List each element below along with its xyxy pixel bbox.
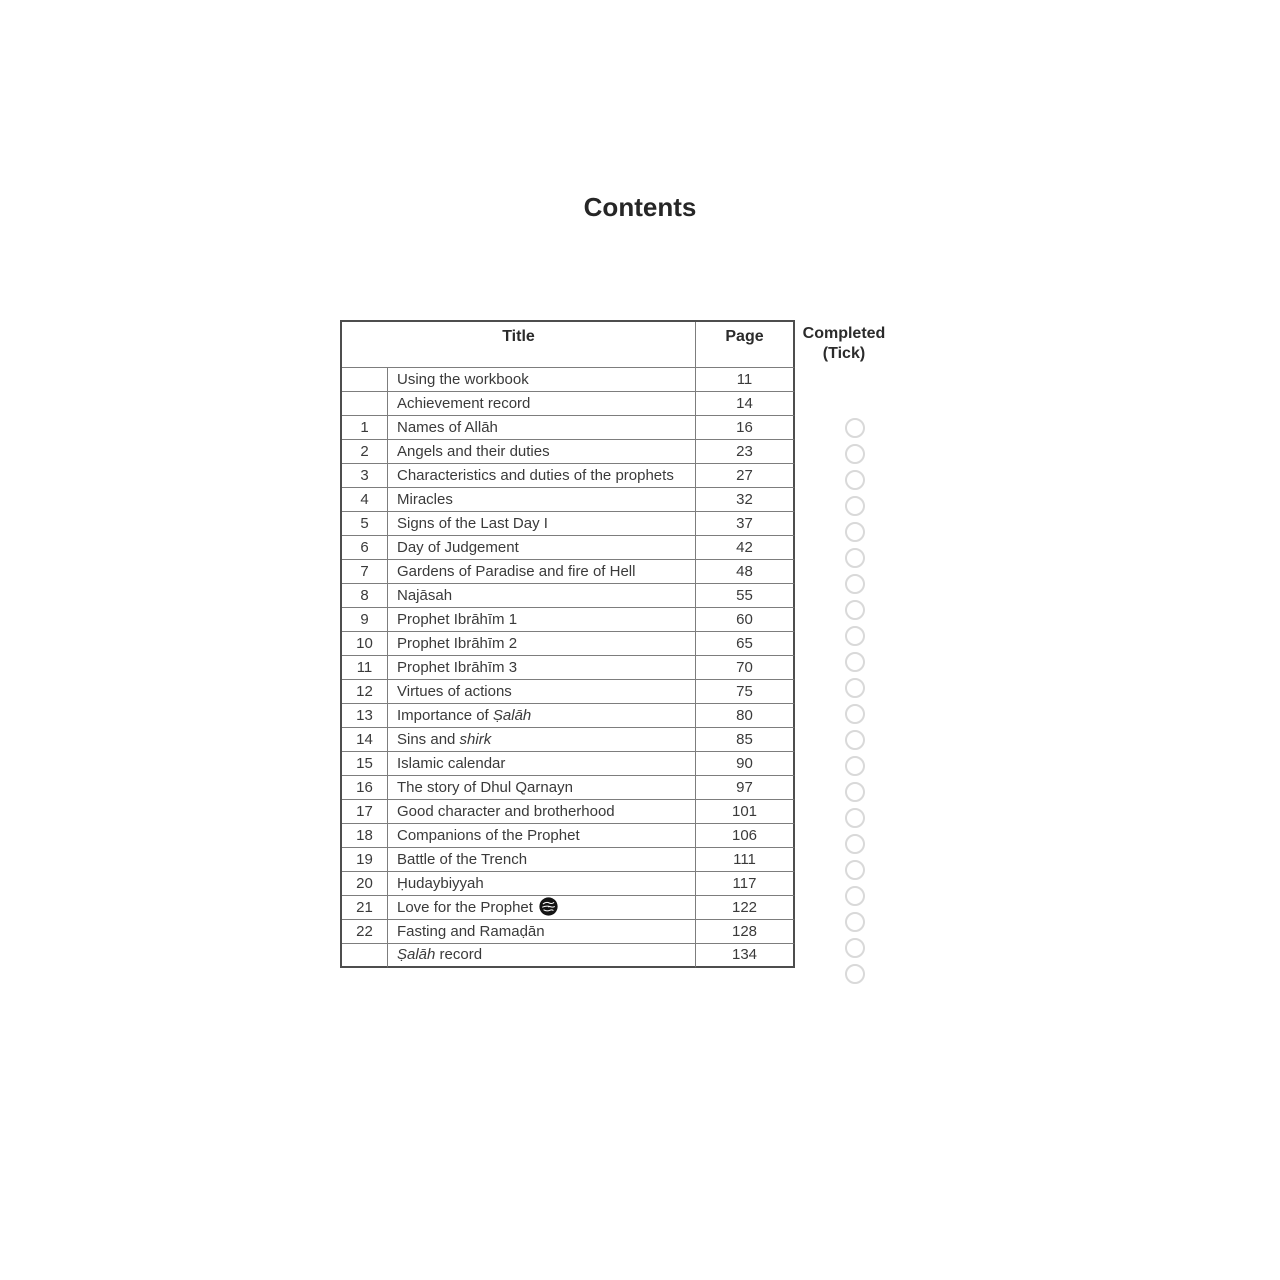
row-title: [388, 416, 696, 440]
row-page: 106: [696, 824, 795, 848]
table-row: [342, 752, 795, 776]
row-title: [388, 536, 696, 560]
row-page: 85: [696, 728, 795, 752]
table-row: [342, 464, 795, 488]
row-title: [388, 776, 696, 800]
table-row: [342, 872, 795, 896]
table-row: [342, 704, 795, 728]
tick-circle: [845, 600, 865, 620]
tick-slot: [845, 574, 867, 598]
tick-circle: [845, 522, 865, 542]
row-page: 122: [696, 896, 795, 920]
tick-circle: [845, 912, 865, 932]
row-title-segment: Miracles: [397, 490, 453, 508]
row-title: [388, 728, 696, 752]
row-title-segment: Angels and their duties: [397, 442, 550, 460]
table-row: [342, 392, 795, 416]
row-title-segment: Virtues of actions: [397, 682, 512, 700]
tick-slot: [845, 938, 867, 962]
row-title: [388, 800, 696, 824]
row-number: 8: [342, 584, 388, 608]
row-page: 11: [696, 368, 795, 392]
row-number: 10: [342, 632, 388, 656]
row-page: 27: [696, 464, 795, 488]
row-page: 65: [696, 632, 795, 656]
tick-circle: [845, 678, 865, 698]
completed-tick-label-line1: Completed: [802, 325, 886, 342]
table-row: [342, 680, 795, 704]
row-title: [388, 464, 696, 488]
table-row: [342, 896, 795, 920]
row-title: [388, 680, 696, 704]
row-title: [388, 560, 696, 584]
tick-slot: [845, 988, 867, 1012]
tick-circle: [845, 782, 865, 802]
tick-circle: [845, 756, 865, 776]
row-title: [388, 368, 696, 392]
row-title-segment: Day of Judgement: [397, 538, 519, 556]
tick-circle: [845, 808, 865, 828]
tick-circle: [845, 548, 865, 568]
row-title: [388, 512, 696, 536]
table-row: [342, 824, 795, 848]
table-row: [342, 800, 795, 824]
tick-slot: [845, 626, 867, 650]
row-title-segment: Characteristics and duties of the prophets: [397, 466, 674, 484]
row-page: 80: [696, 704, 795, 728]
row-number: 7: [342, 560, 388, 584]
table-row: [342, 512, 795, 536]
row-number: 15: [342, 752, 388, 776]
row-title-segment: Sins and: [397, 730, 460, 748]
row-page: 70: [696, 656, 795, 680]
tick-circle: [845, 418, 865, 438]
row-number: 22: [342, 920, 388, 944]
row-title-segment: Prophet Ibrāhīm 2: [397, 634, 518, 652]
tick-slot: [845, 444, 867, 468]
table-row: [342, 728, 795, 752]
tick-slot: [845, 522, 867, 546]
row-title: [388, 632, 696, 656]
tick-slot: [845, 470, 867, 494]
row-title: [388, 944, 696, 968]
row-title-italic-segment: Ṣalāh: [397, 946, 436, 963]
tick-circle: [845, 964, 865, 984]
row-title: [388, 656, 696, 680]
tick-slot: [845, 600, 867, 624]
row-page: 16: [696, 416, 795, 440]
tick-slot: [845, 704, 867, 728]
row-title: [388, 920, 696, 944]
row-page: 134: [696, 944, 795, 968]
row-title-segment: Companions of the Prophet: [397, 826, 580, 844]
tick-slot: [845, 912, 867, 936]
tick-slot: [845, 808, 867, 832]
row-page: 55: [696, 584, 795, 608]
row-title-segment: Achievement record: [397, 394, 531, 412]
row-number: [342, 392, 388, 416]
table-row: [342, 776, 795, 800]
row-title: [388, 896, 696, 920]
row-page: 37: [696, 512, 795, 536]
row-title-segment: Battle of the Trench: [397, 850, 528, 868]
row-title-segment: Islamic calendar: [397, 754, 506, 772]
tick-slot: [845, 782, 867, 806]
table-header-page: Page: [696, 322, 795, 368]
row-page: 117: [696, 872, 795, 896]
prophet-honorific-seal-icon: [539, 897, 558, 916]
row-title: [388, 848, 696, 872]
tick-circle-column: [845, 368, 867, 1012]
tick-circle: [845, 860, 865, 880]
row-title: [388, 824, 696, 848]
row-number: 18: [342, 824, 388, 848]
table-row: [342, 848, 795, 872]
tick-circle: [845, 444, 865, 464]
row-title-segment: Najāsah: [397, 586, 453, 604]
contents-table-body: [342, 368, 795, 968]
tick-circle: [845, 834, 865, 854]
row-number: 9: [342, 608, 388, 632]
row-title: [388, 488, 696, 512]
table-row: [342, 416, 795, 440]
tick-circle: [845, 730, 865, 750]
tick-slot: [845, 730, 867, 754]
tick-slot: [845, 834, 867, 858]
row-number: 16: [342, 776, 388, 800]
table-row: [342, 920, 795, 944]
row-number: 5: [342, 512, 388, 536]
row-title-segment: Signs of the Last Day I: [397, 514, 548, 532]
row-number: 6: [342, 536, 388, 560]
tick-circle: [845, 470, 865, 490]
row-page: 90: [696, 752, 795, 776]
row-title: [388, 608, 696, 632]
table-header-title: Title: [342, 322, 696, 368]
row-page: 48: [696, 560, 795, 584]
row-title-segment: The story of Dhul Qarnayn: [397, 778, 573, 796]
table-row: [342, 488, 795, 512]
tick-circle: [845, 626, 865, 646]
row-number: [342, 944, 388, 968]
table-row: [342, 944, 795, 968]
tick-slot: [845, 652, 867, 676]
row-number: 14: [342, 728, 388, 752]
row-page: 128: [696, 920, 795, 944]
row-title-segment: Ḥudaybiyyah: [397, 874, 484, 892]
row-number: 19: [342, 848, 388, 872]
row-page: 42: [696, 536, 795, 560]
row-title: [388, 872, 696, 896]
tick-circle: [845, 704, 865, 724]
row-page: 97: [696, 776, 795, 800]
row-page: 111: [696, 848, 795, 872]
table-row: [342, 560, 795, 584]
table-row: [342, 440, 795, 464]
table-row: [342, 632, 795, 656]
tick-circle: [845, 496, 865, 516]
row-title-segment: Importance of: [397, 706, 493, 724]
row-number: 12: [342, 680, 388, 704]
tick-slot: [845, 392, 867, 416]
row-title-segment: Love for the Prophet: [397, 898, 533, 916]
table-row: [342, 368, 795, 392]
tick-slot: [845, 368, 867, 392]
tick-slot: [845, 678, 867, 702]
completed-tick-label: [794, 324, 894, 364]
contents-table: [340, 320, 795, 968]
row-title: [388, 440, 696, 464]
row-page: 23: [696, 440, 795, 464]
tick-slot: [845, 860, 867, 884]
tick-circle: [845, 938, 865, 958]
row-number: 21: [342, 896, 388, 920]
row-title-segment: Gardens of Paradise and fire of Hell: [397, 562, 636, 580]
row-number: 13: [342, 704, 388, 728]
tick-slot: [845, 418, 867, 442]
row-title: [388, 752, 696, 776]
row-title: [388, 392, 696, 416]
table-row: [342, 608, 795, 632]
tick-slot: [845, 964, 867, 988]
row-title: [388, 584, 696, 608]
table-header-row: [342, 322, 795, 368]
table-row: [342, 656, 795, 680]
row-number: 11: [342, 656, 388, 680]
row-number: 2: [342, 440, 388, 464]
row-title-segment: Prophet Ibrāhīm 3: [397, 658, 518, 676]
tick-circle: [845, 886, 865, 906]
row-page: 101: [696, 800, 795, 824]
row-number: 3: [342, 464, 388, 488]
table-row: [342, 584, 795, 608]
row-number: 1: [342, 416, 388, 440]
tick-slot: [845, 886, 867, 910]
row-number: 4: [342, 488, 388, 512]
row-page: 14: [696, 392, 795, 416]
row-page: 60: [696, 608, 795, 632]
row-title-segment: Good character and brotherhood: [397, 802, 615, 820]
row-title-segment: Names of Allāh: [397, 418, 498, 436]
row-number: 20: [342, 872, 388, 896]
tick-slot: [845, 548, 867, 572]
row-title-italic-segment: Ṣalāh: [492, 706, 532, 724]
row-number: [342, 368, 388, 392]
table-row: [342, 536, 795, 560]
row-title-italic-segment: shirk: [459, 730, 492, 748]
tick-circle: [845, 652, 865, 672]
row-title-segment: record: [435, 946, 483, 963]
page-title: Contents: [583, 192, 697, 222]
tick-circle: [845, 574, 865, 594]
row-page: 32: [696, 488, 795, 512]
row-title-segment: Using the workbook: [397, 370, 529, 388]
row-title: [388, 704, 696, 728]
tick-slot: [845, 756, 867, 780]
tick-slot: [845, 496, 867, 520]
row-page: 75: [696, 680, 795, 704]
completed-tick-label-line2: (Tick): [822, 345, 866, 362]
row-number: 17: [342, 800, 388, 824]
row-title-segment: Prophet Ibrāhīm 1: [397, 610, 518, 628]
row-title-segment: Fasting and Ramaḍān: [397, 922, 545, 940]
